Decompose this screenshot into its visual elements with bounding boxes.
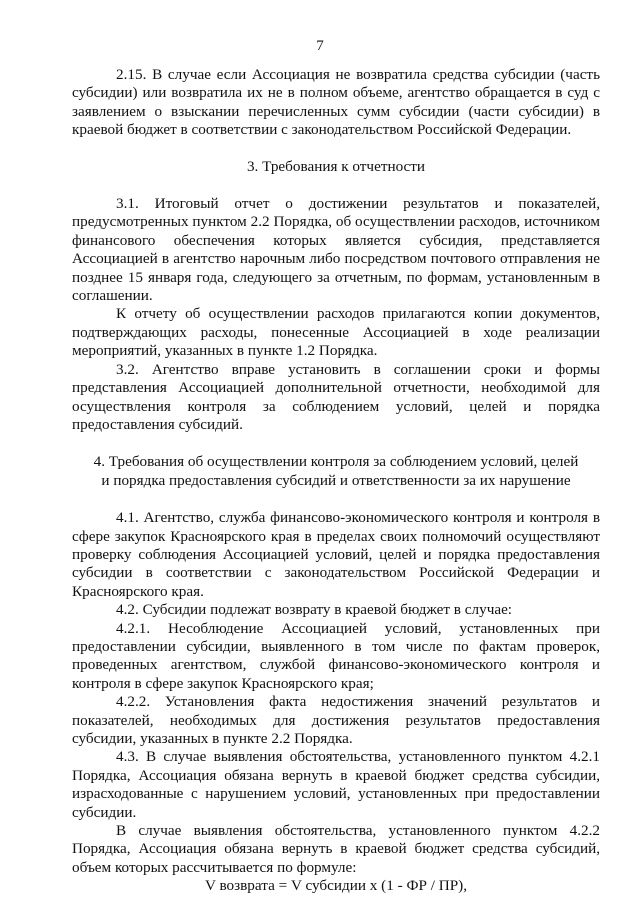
- section-heading-4-line1: 4. Требования об осуществлении контроля за соблюдением условий, целей: [93, 453, 579, 471]
- section-heading-3: 3. Требования к отчетности: [246, 157, 426, 175]
- paragraph-3-2: 3.2. Агентство вправе установить в соглашении сроки и формы представления Ассоциацией дополнительной отчетности, необходимой для осуществления контроля за соблюдением условий, целей и порядка предоставления субсидий.: [72, 360, 600, 433]
- document-body: [72, 66, 600, 896]
- paragraph-4-3: 4.3. В случае выявления обстоятельства, установленного пунктом 4.2.1 Порядка, Ассоциация обязана вернуть в краевой бюджет средства субсидии, израсходованные с нарушением условий, установленных при предоставлении субсидии.: [72, 748, 600, 821]
- page-number: 7: [316, 38, 324, 54]
- paragraph-3-1-attachments: К отчету об осуществлении расходов прилагаются копии документов, подтверждающих расходы, понесенные Ассоциацией в ходе реализации мероприятий, указанных в пункте 1.2 Порядка.: [72, 305, 600, 360]
- section-heading-4-line2: и порядка предоставления субсидий и ответственности за их нарушение: [101, 471, 571, 489]
- paragraph-4-2-1: 4.2.1. Несоблюдение Ассоциацией условий, установленных при предоставлении субсидии, выявленного в том числе по фактам проверок, проведенных агентством, службой финансово-экономического контроля и контроля в сфере закупок Красноярского края;: [72, 619, 600, 692]
- refund-formula: V возврата = V субсидии х (1 - ФР / ПР),: [204, 877, 467, 895]
- paragraph-3-1: 3.1. Итоговый отчет о достижении результатов и показателей, предусмотренных пунктом 2.2 Порядка, об осуществлении расходов, источником финансового обеспечения которых является субсидия, представляется Ассоциацией в агентство нарочным либо посредством почтового отправления не позднее 15 января года, следующего за отчетным, по формам, установленным в соглашении.: [72, 195, 600, 305]
- paragraph-4-3-formula-intro: В случае выявления обстоятельства, установленного пунктом 4.2.2 Порядка, Ассоциация обязана вернуть в краевой бюджет средства субсидий, объем которых рассчитывается по формуле:: [72, 822, 600, 876]
- paragraph-4-2-2: 4.2.2. Установления факта недостижения значений результатов и показателей, необходимых для достижения результатов предоставления субсидии, указанных в пункте 2.2 Порядка.: [72, 693, 600, 747]
- paragraph-4-2: 4.2. Субсидии подлежат возврату в краевой бюджет в случае:: [116, 601, 513, 619]
- paragraph-4-1: 4.1. Агентство, служба финансово-экономического контроля и контроля в сфере закупок Красноярского края в пределах своих полномочий осуществляют проверку соблюдения Ассоциацией условий, целей и порядка предоставления субсидии в соответствии с законодательством Российской Федерации и Красноярского края.: [72, 509, 600, 600]
- paragraph-2-15: 2.15. В случае если Ассоциация не возвратила средства субсидии (часть субсидии) или возвратила их не в полном объеме, агентство обращается в суд с заявлением о взыскании перечисленных сумм субсидии (части субсидии) в краевой бюджет в соответствии с законодательством Российской Федерации.: [72, 66, 600, 139]
